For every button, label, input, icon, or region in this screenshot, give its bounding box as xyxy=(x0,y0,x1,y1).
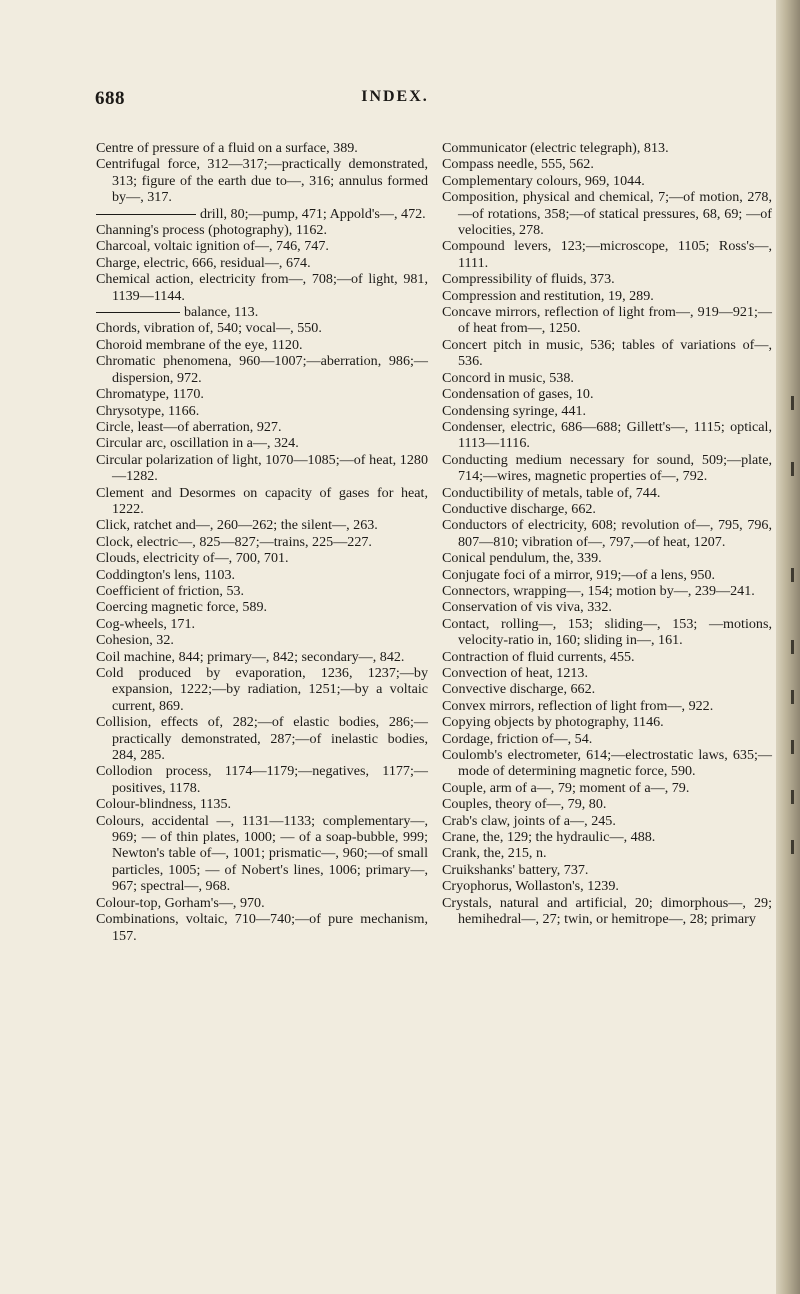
index-entry: Cordage, friction of—, 54. xyxy=(442,730,593,747)
index-entry: Condenser, electric, 686—688; Gillett's—, 1115; optical, 1113—1116. xyxy=(442,418,772,452)
index-entry: Convex mirrors, reflection of light from—, 922. xyxy=(442,697,714,714)
index-entry: Convective discharge, 662. xyxy=(442,681,596,698)
index-column-left xyxy=(96,140,428,944)
index-entry: Communicator (electric telegraph), 813. xyxy=(442,140,669,156)
index-entry: Crab's claw, joints of a—, 245. xyxy=(442,812,616,829)
index-entry: Compression and restitution, 19, 289. xyxy=(442,287,654,304)
index-entry: Chrysotype, 1166. xyxy=(96,402,200,419)
index-entry: Conductors of electricity, 608; revolution of—, 795, 796, 807—810; vibration of—, 797,—of heat, 1207. xyxy=(442,517,772,550)
index-entry: Conjugate foci of a mirror, 919;—of a lens, 950. xyxy=(442,566,716,583)
index-entry: Clement and Desormes on capacity of gases for heat, 1222. xyxy=(96,484,428,517)
page-edge xyxy=(776,0,800,1294)
index-entry: Charcoal, voltaic ignition of—, 746, 747. xyxy=(96,238,329,255)
index-entry: Crystals, natural and artificial, 20; dimorphous—, 29; hemihedral—, 27; twin, or hemitrope—, 28; primary xyxy=(442,894,772,928)
index-entry: Cohesion, 32. xyxy=(96,632,174,649)
index-entry: Combinations, voltaic, 710—740;—of pure mechanism, 157. xyxy=(96,911,428,944)
index-entry: Chromatic phenomena, 960—1007;—aberration, 986;—dispersion, 972. xyxy=(96,353,428,386)
index-entry: Channing's process (photography), 1162. xyxy=(96,222,328,239)
page-number: 688 xyxy=(95,88,125,109)
index-entry: Conservation of vis viva, 332. xyxy=(442,599,612,616)
index-entry: Colours, accidental —, 1131—1133; complementary—, 969; — of thin plates, 1000; — of a soap-bubble, 999; Newton's table of—, 1001; prismatic—, 960;—of small particles, 1005; — of Nobert's lines, 1006; primary—, 967; spectral—, 968. xyxy=(96,812,428,895)
index-entry: Click, ratchet and—, 260—262; the silent—, 263. xyxy=(96,517,378,534)
index-entry: Coddington's lens, 1103. xyxy=(96,566,236,583)
index-entry: Clouds, electricity of—, 700, 701. xyxy=(96,550,289,567)
index-entry: Cryophorus, Wollaston's, 1239. xyxy=(442,878,619,895)
index-entry: Chords, vibration of, 540; vocal—, 550. xyxy=(96,320,322,337)
index-entry: Collodion process, 1174—1179;—negatives, 1177;—positives, 1178. xyxy=(96,763,428,796)
index-entry: drill, 80;—pump, 471; Appold's—, 472. xyxy=(96,206,428,222)
index-entry: Colour-top, Gorham's—, 970. xyxy=(96,894,265,911)
index-entry: Charge, electric, 666, residual—, 674. xyxy=(96,254,311,271)
index-entry: Colour-blindness, 1135. xyxy=(96,796,232,813)
index-entry: Cog-wheels, 171. xyxy=(96,615,196,632)
index-entry: Coulomb's electrometer, 614;—electrostatic laws, 635;—mode of determining magnetic force, 590. xyxy=(442,747,772,780)
index-entry: Copying objects by photography, 1146. xyxy=(442,714,664,731)
index-entry: Conical pendulum, the, 339. xyxy=(442,550,602,567)
index-entry: Coercing magnetic force, 589. xyxy=(96,599,268,616)
index-entry: Centre of pressure of a fluid on a surface, 389. xyxy=(96,140,358,156)
index-entry: balance, 113. xyxy=(96,304,428,320)
index-entry: Circular polarization of light, 1070—1085;—of heat, 1280—1282. xyxy=(96,451,428,485)
index-entry: Centrifugal force, 312—317;—practically demonstrated, 313; figure of the earth due to—, 316; annulus formed by—, 317. xyxy=(96,156,428,206)
index-entry: Connectors, wrapping—, 154; motion by—, 239—241. xyxy=(442,582,755,599)
index-entry: Conductive discharge, 662. xyxy=(442,500,596,517)
index-entry: Concord in music, 538. xyxy=(442,369,574,386)
index-entry: Couple, arm of a—, 79; moment of a—, 79. xyxy=(442,779,690,796)
index-entry: Compound levers, 123;—microscope, 1105; Ross's—, 1111. xyxy=(442,238,772,271)
index-entry: Conducting medium necessary for sound, 509;—plate, 714;—wires, magnetic properties of—, 792. xyxy=(442,451,772,485)
index-entry: Complementary colours, 969, 1044. xyxy=(442,172,645,189)
index-entry: Chemical action, electricity from—, 708;—of light, 981, 1139—1144. xyxy=(96,271,428,304)
index-column-right xyxy=(442,140,772,928)
index-entry: Compressibility of fluids, 373. xyxy=(442,271,615,288)
index-entry: Collision, effects of, 282;—of elastic bodies, 286;—practically demonstrated, 287;—of inelastic bodies, 284, 285. xyxy=(96,714,428,764)
index-entry: Contraction of fluid currents, 455. xyxy=(442,648,635,665)
index-entry: Coefficient of friction, 53. xyxy=(96,582,245,599)
page-header xyxy=(95,88,695,112)
index-entry: Condensation of gases, 10. xyxy=(442,386,594,403)
index-entry: Circle, least—of aberration, 927. xyxy=(96,418,282,435)
running-head: INDEX. xyxy=(361,88,429,105)
index-entry: Conductibility of metals, table of, 744. xyxy=(442,484,661,501)
index-entry: Clock, electric—, 825—827;—trains, 225—227. xyxy=(96,533,372,550)
index-entry: Choroid membrane of the eye, 1120. xyxy=(96,336,303,353)
index-entry: Cruikshanks' battery, 737. xyxy=(442,861,589,878)
index-entry: Crane, the, 129; the hydraulic—, 488. xyxy=(442,829,656,846)
index-entry: Condensing syringe, 441. xyxy=(442,402,587,419)
index-entry: Circular arc, oscillation in a—, 324. xyxy=(96,435,299,452)
index-entry: Cold produced by evaporation, 1236, 1237;—by expansion, 1222;—by radiation, 1251;—by a voltaic current, 869. xyxy=(96,665,428,714)
index-entry: Convection of heat, 1213. xyxy=(442,665,588,681)
index-entry: Compass needle, 555, 562. xyxy=(442,156,594,173)
index-entry: Chromatype, 1170. xyxy=(96,386,204,403)
index-entry: Contact, rolling—, 153; sliding—, 153; —motions, velocity-ratio in, 160; sliding in—, 161. xyxy=(442,615,772,649)
index-entry: Coil machine, 844; primary—, 842; secondary—, 842. xyxy=(96,648,405,665)
index-entry: Crank, the, 215, n. xyxy=(442,845,547,862)
index-entry: Concert pitch in music, 536; tables of variations of—, 536. xyxy=(442,336,772,370)
index-entry: Couples, theory of—, 79, 80. xyxy=(442,796,607,813)
index-entry: Composition, physical and chemical, 7;—of motion, 278,—of rotations, 358;—of statical pressures, 68, 69; —of velocities, 278. xyxy=(442,189,772,239)
index-entry: Concave mirrors, reflection of light from—, 919—921;—of heat from—, 1250. xyxy=(442,304,772,337)
